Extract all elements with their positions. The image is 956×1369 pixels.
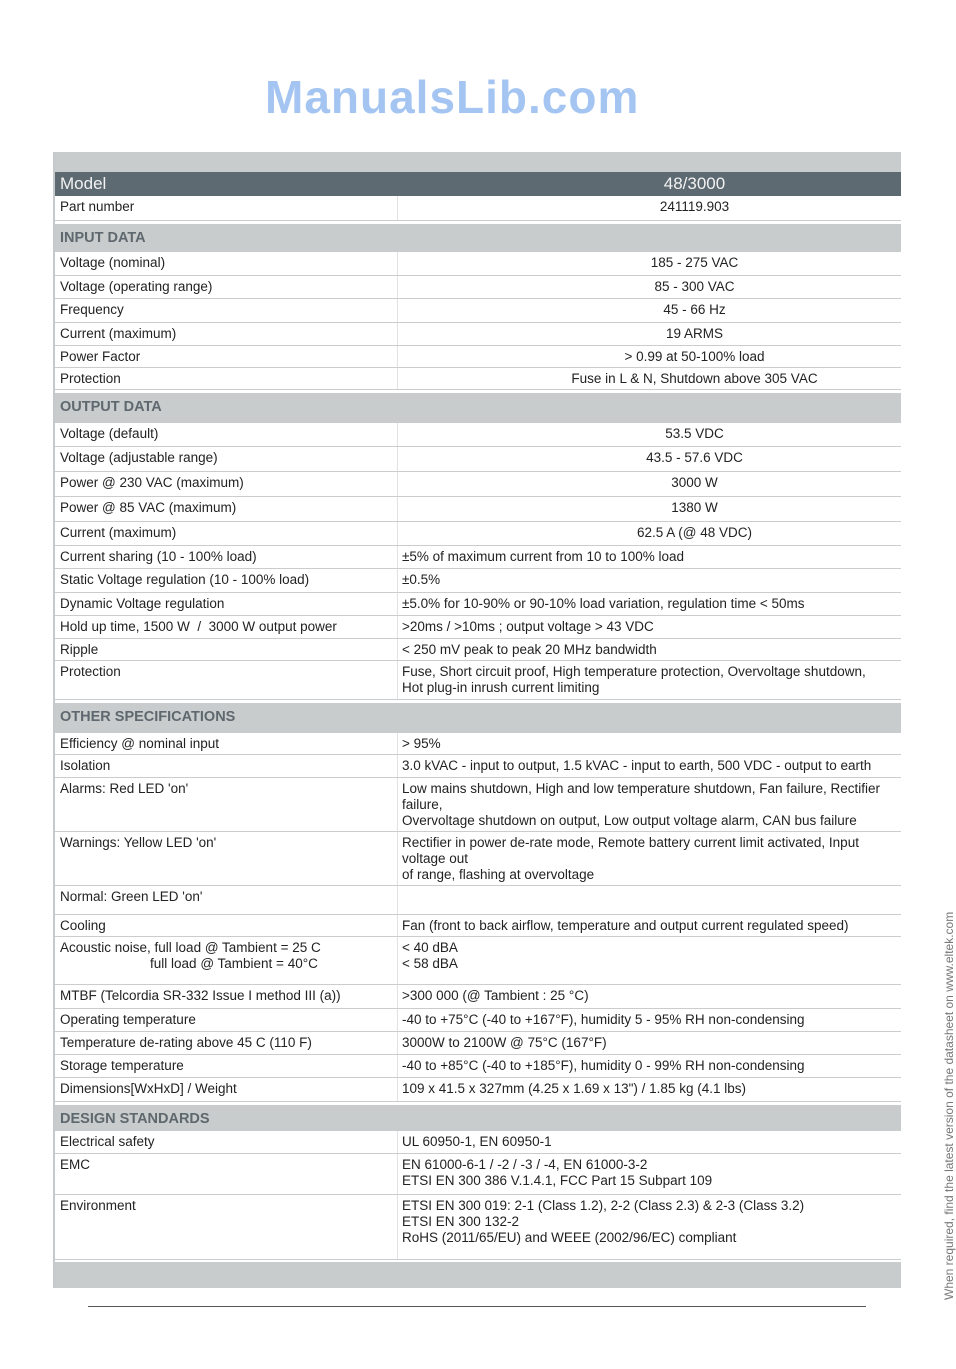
spec-label: Efficiency @ nominal input: [55, 733, 398, 754]
spec-label: MTBF (Telcordia SR-332 Issue I method III (a)): [55, 985, 398, 1008]
section-header: INPUT DATA: [55, 224, 901, 252]
spec-label: Normal: Green LED 'on': [55, 886, 398, 914]
spec-value: >300 000 (@ Tambient : 25 °C): [402, 988, 589, 1003]
spec-row: [55, 937, 901, 985]
part-number-row: [55, 196, 901, 221]
spec-value: 45 - 66 Hz: [663, 302, 726, 317]
spec-label: Dynamic Voltage regulation: [55, 593, 398, 615]
spec-row: [55, 546, 901, 569]
spec-row: [55, 497, 901, 522]
spec-value: 62.5 A (@ 48 VDC): [636, 525, 752, 540]
spec-row: [55, 616, 901, 639]
spec-label: Protection: [55, 661, 398, 699]
model-header-row: [55, 172, 901, 196]
spec-value: ETSI EN 300 019: 2-1 (Class 1.2), 2-2 (Class 2.3) & 2-3 (Class 3.2) ETSI EN 300 132-2 RoHS (2011/65/EU) and WEEE (2002/96/EC) compliant: [402, 1198, 805, 1245]
spec-value: ±5% of maximum current from 10 to 100% load: [402, 549, 685, 564]
spec-row: [55, 368, 901, 390]
spec-row: [55, 472, 901, 497]
spec-row: [55, 276, 901, 299]
spec-row: [55, 522, 901, 546]
spec-label: Cooling: [55, 915, 398, 936]
spec-value: 1380 W: [671, 500, 718, 515]
spec-row: [55, 915, 901, 937]
spec-value: 185 - 275 VAC: [650, 255, 739, 270]
spec-row: [55, 1009, 901, 1032]
spec-row: [55, 447, 901, 472]
spec-value: EN 61000-6-1 / -2 / -3 / -4, EN 61000-3-2 ETSI EN 300 386 V.1.4.1, FCC Part 15 Subpart 109: [402, 1157, 713, 1188]
spec-label: Power Factor: [55, 346, 398, 367]
spec-row: [55, 755, 901, 778]
spec-row: [55, 1131, 901, 1154]
spec-value: < 40 dBA < 58 dBA: [402, 940, 458, 971]
spec-row: [55, 661, 901, 700]
spec-label: Voltage (default): [55, 423, 398, 446]
spec-value: Fuse, Short circuit proof, High temperature protection, Overvoltage shutdown, Hot plug-in inrush current limiting: [402, 664, 866, 695]
spec-row: [55, 1154, 901, 1195]
footer-divider: [88, 1306, 866, 1307]
spec-row: [55, 1195, 901, 1260]
section-header: OUTPUT DATA: [55, 393, 901, 423]
spec-row: [55, 593, 901, 616]
spec-row: [55, 1032, 901, 1055]
spec-label: Warnings: Yellow LED 'on': [55, 832, 398, 885]
spec-row: [55, 252, 901, 276]
spec-label: Environment: [55, 1195, 398, 1259]
spec-label: Power @ 85 VAC (maximum): [55, 497, 398, 521]
spec-row: [55, 1055, 901, 1078]
spec-row: [55, 299, 901, 323]
spec-value: 43.5 - 57.6 VDC: [646, 450, 743, 465]
spec-row: [55, 423, 901, 447]
section-header: OTHER SPECIFICATIONS: [55, 703, 901, 733]
spec-value: -40 to +85°C (-40 to +185°F), humidity 0 - 99% RH non-condensing: [402, 1058, 805, 1073]
part-number-value: 241119.903: [659, 199, 730, 214]
spec-label: Voltage (operating range): [55, 276, 398, 298]
spec-row: [55, 778, 901, 832]
spec-row: [55, 733, 901, 755]
side-note: When required, find the latest version of the datasheet on www.eltek.com: [942, 911, 956, 1300]
part-number-label: Part number: [55, 196, 398, 220]
spec-value: ±5.0% for 10-90% or 90-10% load variation, regulation time < 50ms: [402, 596, 805, 611]
sections: [55, 224, 901, 1260]
spec-value: > 0.99 at 50-100% load: [624, 349, 765, 364]
spec-label: Electrical safety: [55, 1131, 398, 1153]
spec-row: [55, 832, 901, 886]
spec-value: >20ms / >10ms ; output voltage > 43 VDC: [402, 619, 654, 634]
spec-label: Dimensions[WxHxD] / Weight: [55, 1078, 398, 1101]
spec-value: [398, 886, 901, 914]
spec-row: [55, 886, 901, 915]
spec-row: [55, 639, 901, 661]
spec-label: Operating temperature: [55, 1009, 398, 1031]
spec-label: Current sharing (10 - 100% load): [55, 546, 398, 568]
spec-label: Current (maximum): [55, 522, 398, 545]
spec-label: Storage temperature: [55, 1055, 398, 1077]
spec-value: -40 to +75°C (-40 to +167°F), humidity 5 - 95% RH non-condensing: [402, 1012, 805, 1027]
spec-row: [55, 985, 901, 1009]
spec-label: Voltage (adjustable range): [55, 447, 398, 471]
spec-row: [55, 1078, 901, 1102]
spec-label: Static Voltage regulation (10 - 100% load): [55, 569, 398, 592]
spec-label: Alarms: Red LED 'on': [55, 778, 398, 831]
spec-label: Voltage (nominal): [55, 252, 398, 275]
spec-label: EMC: [55, 1154, 398, 1194]
spec-row: [55, 569, 901, 593]
spec-label: Protection: [55, 368, 398, 389]
spec-value: 3000 W: [671, 475, 718, 490]
spec-row: [55, 346, 901, 368]
spec-value: 19 ARMS: [665, 326, 724, 341]
spec-value: 85 - 300 VAC: [654, 279, 735, 294]
spec-label: Power @ 230 VAC (maximum): [55, 472, 398, 496]
section-header: DESIGN STANDARDS: [55, 1105, 901, 1131]
spec-label: Ripple: [55, 639, 398, 660]
spec-value: < 250 mV peak to peak 20 MHz bandwidth: [402, 642, 657, 657]
spec-label: Hold up time, 1500 W / 3000 W output power: [55, 616, 398, 638]
watermark: ManualsLib.com: [265, 71, 640, 123]
model-label: Model: [60, 174, 107, 193]
spec-value: 53.5 VDC: [665, 426, 724, 441]
spec-row: [55, 323, 901, 346]
model-value: 48/3000: [663, 174, 726, 193]
spec-label: Acoustic noise, full load @ Tambient = 25 C full load @ Tambient = 40°C: [55, 937, 398, 984]
spec-table: [53, 152, 901, 1288]
spec-value: Low mains shutdown, High and low temperature shutdown, Fan failure, Rectifier failure, Overvoltage shutdown on output, Low output voltage alarm, CAN bus failure: [402, 781, 880, 828]
top-band: [55, 152, 901, 172]
spec-value: > 95%: [402, 736, 441, 751]
spec-label: Frequency: [55, 299, 398, 322]
spec-value: 109 x 41.5 x 327mm (4.25 x 1.69 x 13") / 1.85 kg (4.1 lbs): [402, 1081, 746, 1096]
bottom-band: [55, 1262, 901, 1288]
spec-label: Current (maximum): [55, 323, 398, 345]
spec-value: Rectifier in power de-rate mode, Remote battery current limit activated, Input voltage out of range, flashing at overvoltage: [402, 835, 859, 882]
spec-value: Fuse in L & N, Shutdown above 305 VAC: [571, 371, 818, 386]
spec-value: ±0.5%: [402, 572, 441, 587]
spec-value: 3000W to 2100W @ 75°C (167°F): [402, 1035, 607, 1050]
spec-label: Isolation: [55, 755, 398, 777]
spec-value: UL 60950-1, EN 60950-1: [402, 1134, 552, 1149]
spec-label: Temperature de-rating above 45 C (110 F): [55, 1032, 398, 1054]
spec-value: 3.0 kVAC - input to output, 1.5 kVAC - input to earth, 500 VDC - output to earth: [402, 758, 872, 773]
spec-value: Fan (front to back airflow, temperature and output current regulated speed): [402, 918, 849, 933]
